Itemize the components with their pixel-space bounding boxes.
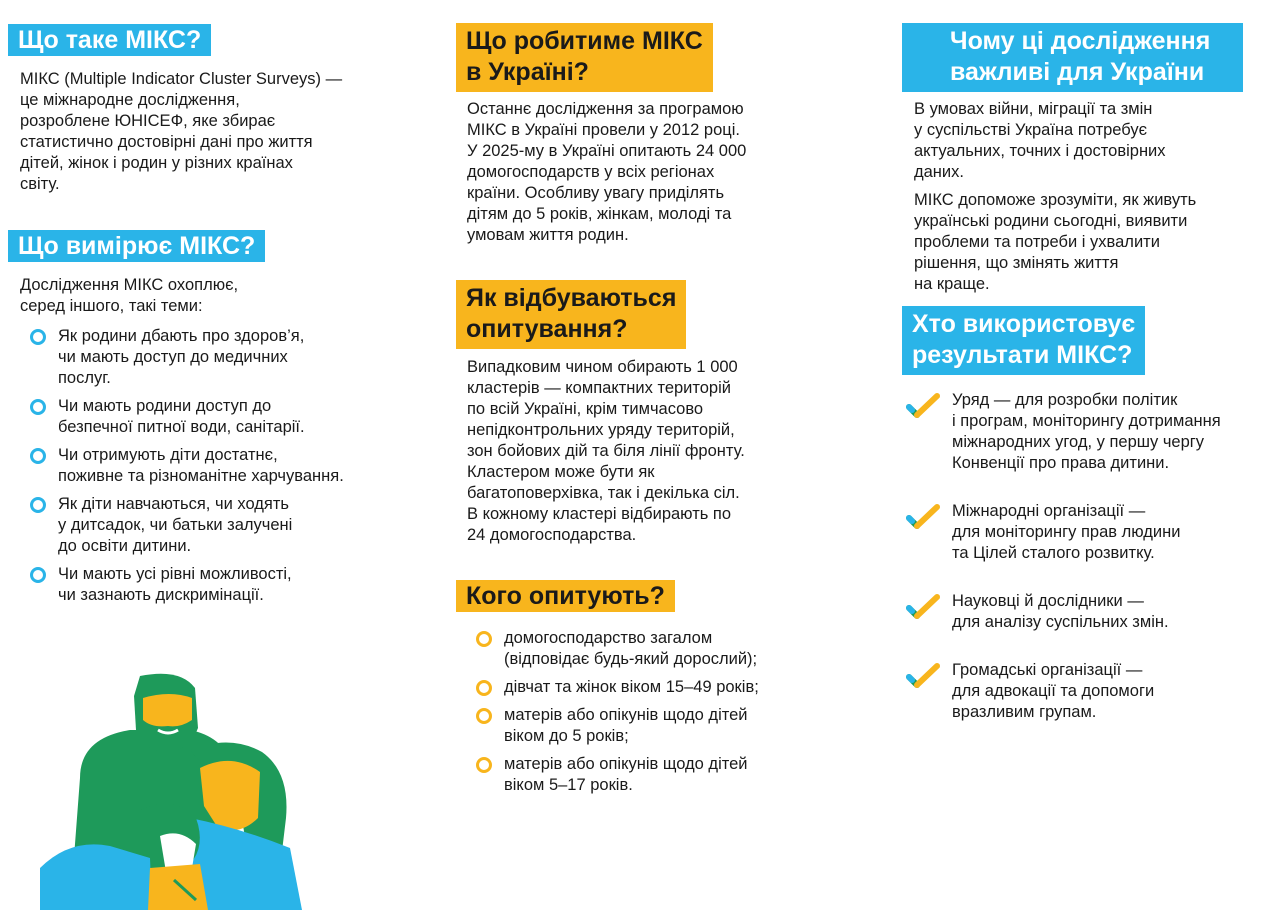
how-surveys-work-text: Випадковим чином обирають 1 000 кластерів — компактних територій по всій Україні, крім тимчасово непідконтрольних уряду територій, зон бойових дій та біля лінії фронту. Кластером може бути як багатоповерхівка, так і декілька сіл. В кожному кластері відбирають по 24 домогосподарства. — [467, 358, 745, 544]
list-item: матерів або опікунів щодо дітей віком до 5 років; — [474, 705, 759, 747]
what-is-mics-text: МІКС (Multiple Indicator Cluster Surveys) — це міжнародне дослідження, розроблене ЮНІСЕФ, яке збирає статистично достовірні дані про життя дітей, жінок і родин у різних країнах світу. — [20, 70, 343, 193]
list-item: дівчат та жінок віком 15–49 років; — [474, 677, 759, 698]
list-item: матерів або опікунів щодо дітей віком 5–17 років. — [474, 754, 759, 796]
surveyed-list — [474, 628, 759, 803]
list-item: Як діти навчаються, чи ходять у дитсадок, чи батьки залучені до освіти дитини. — [28, 494, 344, 557]
circle-bullet-icon — [30, 448, 46, 464]
circle-bullet-icon — [30, 329, 46, 345]
heading-who-is-surveyed: Кого опитують? — [456, 580, 675, 612]
heading-who-uses-results: Хто використовує результати МІКС? — [902, 306, 1145, 375]
list-item: Уряд — для розробки політик і програм, моніторингу дотримання міжнародних угод, у першу чергу Конвенції про права дитини. — [906, 390, 1221, 474]
heading-what-is-mics: Що таке МІКС? — [8, 24, 211, 56]
list-item: Міжнародні організації — для моніторингу прав людини та Цілей сталого розвитку. — [906, 501, 1221, 564]
what-mics-will-do-text: Останнє дослідження за програмою МІКС в Україні провели у 2012 році. У 2025-му в Україні опитають 24 000 домогосподарств у всіх регіонах країни. Особливу увагу приділять дітям до 5 років, жінкам, молоді та умовам життя родин. — [467, 100, 747, 244]
circle-bullet-icon — [30, 497, 46, 513]
list-item: Чи мають родини доступ до безпечної питної води, санітарії. — [28, 396, 344, 438]
circle-bullet-icon — [476, 708, 492, 724]
why-important-text-2: МІКС допоможе зрозуміти, як живуть українські родини сьогодні, виявити проблеми та потреби і ухвалити рішення, що змінять життя на краще. — [914, 191, 1197, 293]
list-item: Як родини дбають про здоров’я, чи мають доступ до медичних послуг. — [28, 326, 344, 389]
measures-intro: Дослідження МІКС охоплює, серед іншого, такі теми: — [20, 276, 239, 315]
heading-what-mics-measures: Що вимірює МІКС? — [8, 230, 265, 262]
list-item: Чи мають усі рівні можливості, чи зазнають дискримінації. — [28, 564, 344, 606]
list-item: Громадські організації — для адвокації та допомоги вразливим групам. — [906, 660, 1221, 723]
check-icon — [906, 593, 940, 619]
why-important-text-1: В умовах війни, міграції та змін у суспільстві Україна потребує актуальних, точних і достовірних даних. — [914, 100, 1166, 181]
check-icon — [906, 503, 940, 529]
users-list — [906, 390, 1221, 723]
measures-list — [28, 326, 344, 613]
circle-bullet-icon — [476, 680, 492, 696]
list-item: Чи отримують діти достатнє, поживне та різноманітне харчування. — [28, 445, 344, 487]
check-icon — [906, 392, 940, 418]
circle-bullet-icon — [476, 631, 492, 647]
heading-how-surveys-work: Як відбуваються опитування? — [456, 280, 686, 349]
family-illustration — [40, 668, 340, 910]
circle-bullet-icon — [30, 399, 46, 415]
list-item: Науковці й дослідники — для аналізу суспільних змін. — [906, 591, 1221, 633]
circle-bullet-icon — [476, 757, 492, 773]
check-icon — [906, 662, 940, 688]
circle-bullet-icon — [30, 567, 46, 583]
heading-why-important: Чому ці дослідження важливі для України — [902, 23, 1243, 92]
list-item: домогосподарство загалом (відповідає будь-який дорослий); — [474, 628, 759, 670]
heading-what-mics-will-do: Що робитиме МІКС в Україні? — [456, 23, 713, 92]
